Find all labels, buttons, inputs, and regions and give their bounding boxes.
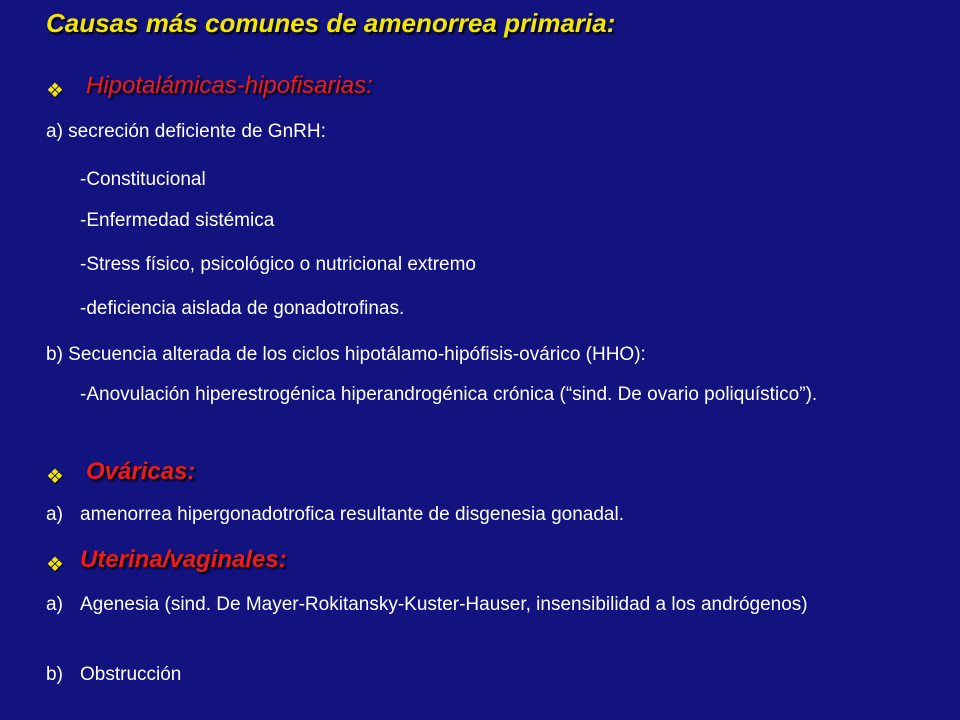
list-item: a) secreción deficiente de GnRH: xyxy=(46,121,326,142)
list-item: b) Secuencia alterada de los ciclos hipotálamo-hipófisis-ovárico (HHO): xyxy=(46,344,646,365)
list-item: -Enfermedad sistémica xyxy=(80,210,275,231)
list-marker: b) xyxy=(46,664,63,685)
list-item: Agenesia (sind. De Mayer-Rokitansky-Kuster-Hauser, insensibilidad a los andrógenos) xyxy=(80,594,808,615)
list-item: Obstrucción xyxy=(80,664,182,685)
list-marker: a) xyxy=(46,504,63,525)
section-heading-uterina-vaginales: Uterina/vaginales: xyxy=(80,546,287,573)
list-marker: a) xyxy=(46,594,63,615)
section-heading-ovaricas: Ováricas: xyxy=(86,458,196,485)
list-item: -Anovulación hiperestrogénica hiperandrogénica crónica (“sind. De ovario poliquístico”). xyxy=(80,384,818,405)
list-item: amenorrea hipergonadotrofica resultante de disgenesia gonadal. xyxy=(80,504,624,525)
list-item: -Stress físico, psicológico o nutricional extremo xyxy=(80,254,476,275)
diamond-bullet-icon: ❖ xyxy=(46,554,64,576)
slide-title: Causas más comunes de amenorrea primaria: xyxy=(46,8,616,38)
diamond-bullet-icon: ❖ xyxy=(46,80,64,102)
section-heading-hipotalamicas: Hipotalámicas-hipofisarias: xyxy=(86,72,373,99)
list-item: -deficiencia aislada de gonadotrofinas. xyxy=(80,298,405,319)
diamond-bullet-icon: ❖ xyxy=(46,466,64,488)
list-item: -Constitucional xyxy=(80,169,206,190)
